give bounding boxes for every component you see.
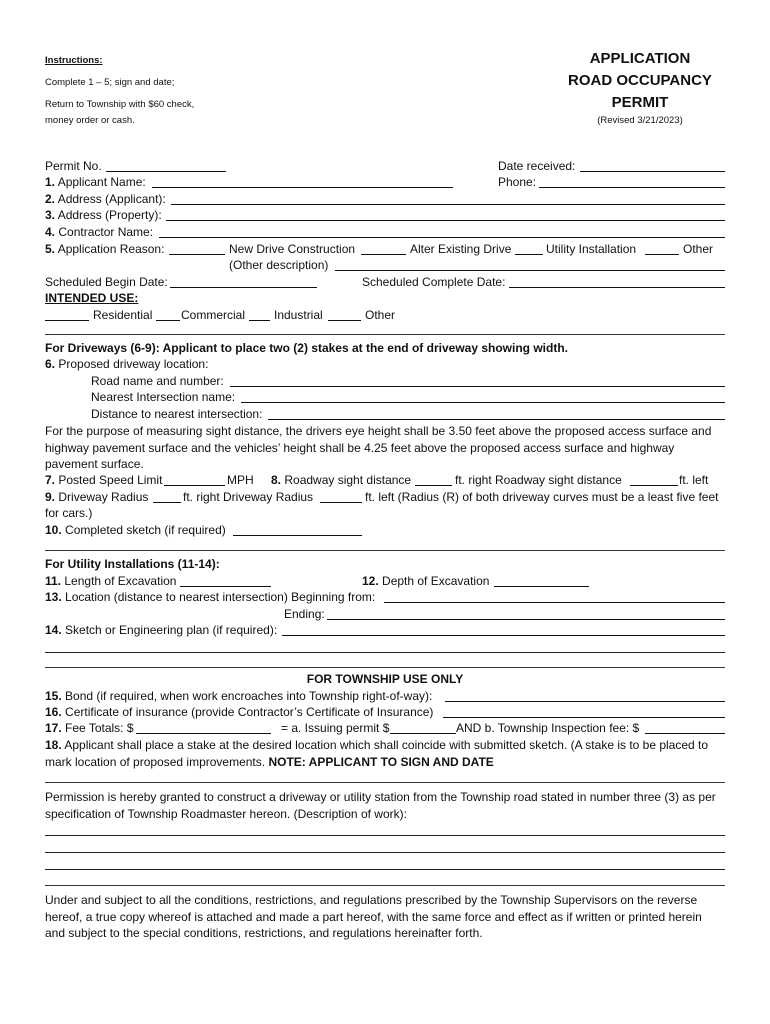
issuing-permit-field[interactable]	[390, 733, 456, 734]
utility-heading: For Utility Installations (11-14):	[45, 557, 220, 571]
completed-sketch-label: Completed sketch (if required)	[65, 523, 226, 537]
description-line-1[interactable]	[45, 835, 725, 836]
applicant-name-label: Applicant Name:	[57, 175, 146, 189]
item-number: 14.	[45, 623, 62, 637]
use-other-label: Other	[365, 308, 396, 322]
applicant-name-field[interactable]	[152, 187, 453, 188]
title-permit: PERMIT	[611, 94, 669, 111]
township-heading: FOR TOWNSHIP USE ONLY	[306, 672, 464, 686]
application-reason-row	[45, 242, 164, 257]
driveways-heading: For Driveways (6-9): Applicant to place two (2) stakes at the end of driveway showing width.	[45, 341, 568, 355]
section-divider	[45, 550, 725, 551]
address-property-label: Address (Property):	[57, 208, 162, 222]
date-received-field[interactable]	[580, 171, 725, 172]
length-excavation-field[interactable]	[180, 586, 271, 587]
item-number: 9.	[45, 490, 56, 504]
item-number: 15.	[45, 689, 62, 703]
intended-use-heading: INTENDED USE:	[45, 291, 139, 305]
commercial-label: Commercial	[181, 308, 246, 322]
address-applicant-field[interactable]	[171, 204, 725, 205]
contractor-name-row	[45, 225, 153, 240]
item-number: 2.	[45, 192, 56, 206]
description-line-3[interactable]	[45, 869, 725, 870]
length-excavation-row	[45, 574, 176, 589]
other-check-field[interactable]	[645, 254, 679, 255]
stake-row	[45, 738, 708, 753]
sketch-plan-row	[45, 623, 277, 638]
fee-totals-row	[45, 721, 134, 736]
radius-right-field[interactable]	[153, 502, 181, 503]
driveway-radius-label: Driveway Radius	[58, 490, 149, 504]
section-divider	[45, 885, 725, 886]
bond-label: Bond (if required, when work encroaches into Township right-of-way):	[65, 689, 433, 703]
scheduled-begin-field[interactable]	[170, 287, 317, 288]
item-number: 4.	[45, 225, 56, 239]
title-road-occupancy: ROAD OCCUPANCY	[568, 72, 712, 89]
inspection-fee-label: AND b. Township Inspection fee: $	[456, 721, 640, 735]
distance-intersection-label: Distance to nearest intersection:	[91, 407, 263, 421]
road-name-label: Road name and number:	[91, 374, 224, 388]
instruction-line-3: money order or cash.	[45, 115, 135, 126]
scheduled-complete-label: Scheduled Complete Date:	[362, 275, 506, 289]
location-begin-field[interactable]	[384, 602, 725, 603]
industrial-label: Industrial	[274, 308, 323, 322]
applicant-name-row	[45, 175, 146, 190]
item-number: 5.	[45, 242, 56, 256]
item-number: 18.	[45, 738, 62, 752]
sight-right-field[interactable]	[415, 485, 452, 486]
address-property-row	[45, 208, 162, 223]
depth-excavation-row	[362, 574, 489, 589]
permit-no-label: Permit No.	[45, 159, 102, 173]
completed-sketch-field[interactable]	[233, 535, 362, 536]
posted-speed-row	[45, 473, 162, 488]
item-number: 16.	[45, 705, 62, 719]
phone-field[interactable]	[539, 187, 725, 188]
conditions-text: Under and subject to all the conditions, restrictions, and regulations prescribed by the Township Supervisors on the reverse hereof, a true copy whereof is attached and made a part hereof, with the same force and effect as if written or printed herein and subject to the special conditions, restrictions, and regulations hereinafter forth.	[45, 893, 702, 940]
alter-drive-label: Alter Existing Drive	[410, 242, 512, 256]
residential-check-field[interactable]	[45, 320, 89, 321]
certificate-row	[45, 705, 433, 720]
other-description-label: (Other description)	[229, 258, 329, 272]
sketch-plan-field[interactable]	[282, 635, 725, 636]
instructions-title: Instructions:	[45, 55, 103, 66]
item-number: 17.	[45, 721, 62, 735]
roadway-sight-label: Roadway sight distance	[284, 473, 412, 487]
contractor-name-label: Contractor Name:	[58, 225, 154, 239]
scheduled-complete-field[interactable]	[509, 287, 725, 288]
section-divider	[45, 667, 725, 668]
section-divider	[45, 334, 725, 335]
description-line-2[interactable]	[45, 852, 725, 853]
stake-text: Applicant shall place a stake at the desired location which shall coincide with submitted sketch. (A stake is to be placed to	[64, 738, 709, 752]
residential-label: Residential	[93, 308, 153, 322]
new-drive-label: New Drive Construction	[229, 242, 356, 256]
radius-left-field[interactable]	[320, 502, 362, 503]
utility-install-label: Utility Installation	[546, 242, 637, 256]
inspection-fee-field[interactable]	[645, 733, 725, 734]
item-number: 13.	[45, 590, 62, 604]
item-number: 11.	[45, 574, 62, 588]
for-cars-note: for cars.)	[45, 506, 93, 520]
commercial-check-field[interactable]	[156, 320, 180, 321]
revised-date: (Revised 3/21/2023)	[597, 115, 683, 126]
item-number: 12.	[362, 574, 379, 588]
sight-right-label: ft. right Roadway sight distance	[455, 473, 622, 487]
mark-location-row	[45, 755, 494, 770]
address-applicant-row	[45, 192, 166, 207]
radius-right-label: ft. right Driveway Radius	[183, 490, 314, 504]
instruction-line-2: Return to Township with $60 check,	[45, 99, 195, 110]
date-received-label: Date received:	[498, 159, 576, 173]
contractor-name-field[interactable]	[159, 237, 725, 238]
certificate-field[interactable]	[443, 717, 725, 718]
proposed-location-row	[45, 357, 208, 372]
certificate-label: Certificate of insurance (provide Contractor’s Certificate of Insurance)	[65, 705, 434, 719]
ending-label: Ending:	[284, 607, 325, 621]
industrial-check-field[interactable]	[249, 320, 270, 321]
permit-no-field[interactable]	[106, 171, 226, 172]
item-number: 8.	[271, 473, 282, 487]
section-divider	[45, 782, 725, 783]
mph-label: MPH	[227, 473, 254, 487]
location-begin-row	[45, 590, 375, 605]
item-number: 3.	[45, 208, 56, 222]
instruction-line-1: Complete 1 – 5; sign and date;	[45, 77, 175, 88]
radius-note: ft. left (Radius (R) of both driveway curves must be a least five feet	[365, 490, 719, 504]
item-number: 6.	[45, 357, 56, 371]
item-number: 10.	[45, 523, 62, 537]
sight-left-label: ft. left	[679, 473, 709, 487]
scheduled-begin-label: Scheduled Begin Date:	[45, 275, 168, 289]
phone-label: Phone:	[498, 175, 537, 189]
other-description-field[interactable]	[335, 270, 725, 271]
alter-drive-check-field[interactable]	[361, 254, 406, 255]
applicant-sign-note: NOTE: APPLICANT TO SIGN AND DATE	[268, 755, 494, 769]
address-property-field[interactable]	[166, 220, 725, 221]
sketch-plan-label: Sketch or Engineering plan (if required):	[65, 623, 278, 637]
bond-field[interactable]	[445, 701, 725, 702]
sight-left-field[interactable]	[630, 485, 678, 486]
utility-install-check-field[interactable]	[515, 254, 543, 255]
new-drive-check-field[interactable]	[169, 254, 225, 255]
mark-location-text: mark location of proposed improvements.	[45, 755, 266, 769]
posted-speed-label: Posted Speed Limit	[58, 473, 163, 487]
nearest-intersection-field[interactable]	[241, 402, 725, 403]
ending-field[interactable]	[327, 619, 725, 620]
depth-excavation-field[interactable]	[494, 586, 589, 587]
address-applicant-label: Address (Applicant):	[57, 192, 166, 206]
proposed-location-label: Proposed driveway location:	[58, 357, 209, 371]
fee-totals-field[interactable]	[136, 733, 271, 734]
nearest-intersection-label: Nearest Intersection name:	[91, 390, 236, 404]
posted-speed-field[interactable]	[164, 485, 225, 486]
title-application: APPLICATION	[589, 50, 691, 67]
roadway-sight-row	[271, 473, 411, 488]
item-number: 1.	[45, 175, 56, 189]
depth-excavation-label: Depth of Excavation	[382, 574, 490, 588]
use-other-check-field[interactable]	[328, 320, 361, 321]
distance-intersection-field[interactable]	[268, 419, 725, 420]
length-excavation-label: Length of Excavation	[64, 574, 177, 588]
other-label: Other	[683, 242, 714, 256]
issuing-permit-label: = a. Issuing permit $	[281, 721, 390, 735]
item-number: 7.	[45, 473, 56, 487]
location-begin-label: Location (distance to nearest intersection) Beginning from:	[65, 590, 376, 604]
sketch-plan-blank-line[interactable]	[45, 652, 725, 653]
driveway-radius-row	[45, 490, 148, 505]
bond-row	[45, 689, 432, 704]
completed-sketch-row	[45, 523, 226, 538]
application-reason-label: Application Reason:	[57, 242, 165, 256]
fee-totals-label: Fee Totals: $	[65, 721, 134, 735]
sight-distance-text: For the purpose of measuring sight distance, the drivers eye height shall be 3.50 feet above the proposed access surface and highway pavement surface and the vehicles’ height shall be 4.25 feet above the proposed access surface and highway pavement surface.	[45, 424, 712, 471]
permission-text: Permission is hereby granted to construct a driveway or utility station from the Township road stated in number three (3) as per specification of Township Roadmaster hereon. (Description of work):	[45, 790, 716, 821]
road-name-field[interactable]	[230, 386, 725, 387]
